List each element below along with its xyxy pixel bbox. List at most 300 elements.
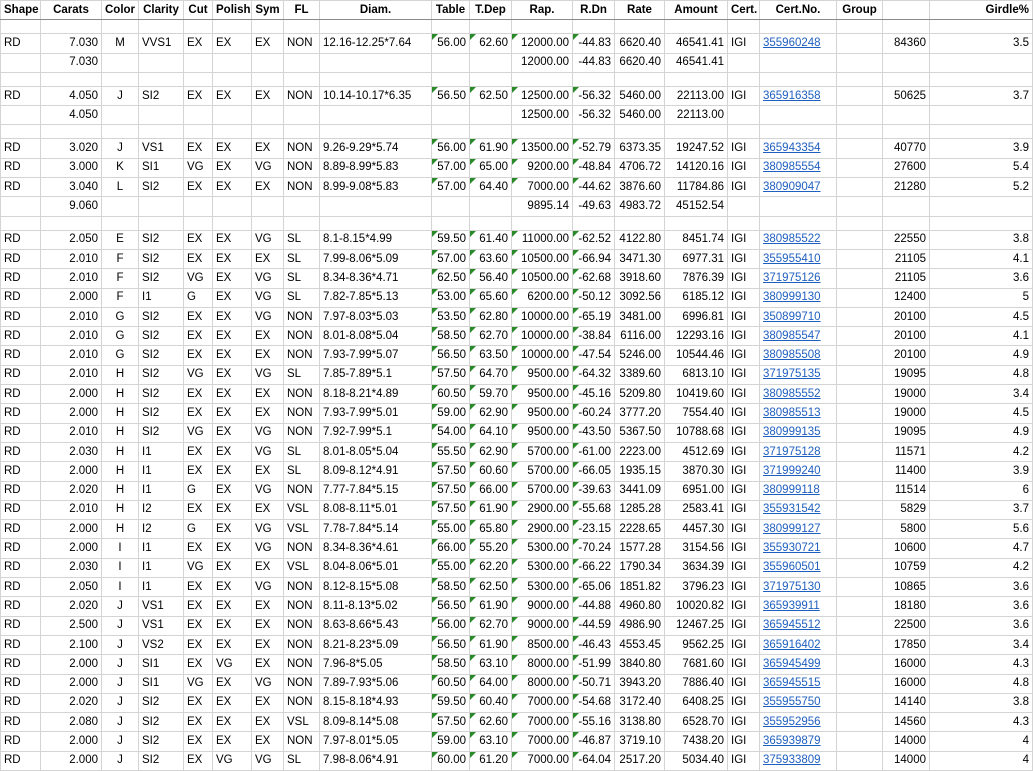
cell-carats[interactable]: 2.020 [41,597,102,616]
cell-certno[interactable]: 380999118 [760,481,837,500]
cell-cut[interactable]: EX [184,500,213,519]
cell-polish[interactable]: EX [213,693,252,712]
cell-shape[interactable]: RD [1,558,41,577]
cell-fl[interactable]: NON [284,346,320,365]
cell-cert[interactable]: IGI [728,713,760,732]
cell-certno[interactable] [760,125,837,139]
cell-shape[interactable] [1,216,41,230]
cell-rate[interactable]: 1577.28 [615,539,665,558]
cell-polish[interactable]: EX [213,462,252,481]
cell-shape[interactable]: RD [1,674,41,693]
cell-certno[interactable]: 380985513 [760,404,837,423]
cell-table[interactable]: 53.00 [432,288,470,307]
cell-cert[interactable]: IGI [728,385,760,404]
cell-shape[interactable]: RD [1,597,41,616]
cell-carats[interactable]: 4.050 [41,106,102,125]
cell-cert[interactable]: IGI [728,693,760,712]
cell-cut[interactable]: G [184,288,213,307]
cell-carats[interactable]: 2.020 [41,481,102,500]
cell-fl[interactable]: SL [284,462,320,481]
cell-amount[interactable]: 7886.40 [665,674,728,693]
column-header-girdle[interactable]: Girdle% [930,1,1033,20]
cell-clarity[interactable]: I1 [139,481,184,500]
cell-color[interactable]: F [102,269,139,288]
cell-tdep[interactable]: 65.00 [470,158,512,177]
cell-group[interactable] [837,139,883,158]
cell-clarity[interactable]: SI2 [139,693,184,712]
cell-girdle[interactable]: 3.5 [930,34,1033,53]
cell-girdle[interactable]: 3.8 [930,693,1033,712]
cell-diam[interactable]: 9.26-9.29*5.74 [320,139,432,158]
cell-cut[interactable]: EX [184,539,213,558]
cell-num[interactable]: 11514 [883,481,930,500]
cell-tdep[interactable] [470,125,512,139]
cell-rap[interactable]: 11000.00 [512,230,573,249]
cell-cut[interactable]: EX [184,462,213,481]
cell-carats[interactable]: 2.010 [41,500,102,519]
cell-amount[interactable]: 46541.41 [665,53,728,72]
cell-sym[interactable]: EX [252,139,284,158]
cell-sym[interactable] [252,216,284,230]
cell-certno[interactable]: 371975126 [760,269,837,288]
cell-color[interactable]: J [102,751,139,770]
cell-sym[interactable]: EX [252,655,284,674]
cell-amount[interactable]: 6813.10 [665,365,728,384]
cell-rap[interactable]: 7000.00 [512,178,573,197]
cell-rdn[interactable]: -46.43 [573,635,615,654]
cell-clarity[interactable]: SI2 [139,713,184,732]
cell-carats[interactable]: 2.080 [41,713,102,732]
cell-num[interactable] [883,216,930,230]
cell-fl[interactable]: VSL [284,713,320,732]
cell-num[interactable]: 14000 [883,751,930,770]
cell-clarity[interactable]: VS1 [139,616,184,635]
cell-amount[interactable]: 19247.52 [665,139,728,158]
cell-tdep[interactable]: 62.80 [470,307,512,326]
cell-rap[interactable]: 12000.00 [512,53,573,72]
cell-fl[interactable]: SL [284,365,320,384]
cell-table[interactable]: 56.00 [432,616,470,635]
cell-girdle[interactable] [930,197,1033,216]
cell-girdle[interactable]: 4.9 [930,346,1033,365]
cell-diam[interactable]: 8.1-8.15*4.99 [320,230,432,249]
cell-rate[interactable]: 2517.20 [615,751,665,770]
cell-rap[interactable]: 10500.00 [512,269,573,288]
cell-girdle[interactable]: 3.4 [930,385,1033,404]
cell-carats[interactable]: 2.000 [41,732,102,751]
cell-shape[interactable]: RD [1,230,41,249]
cell-cert[interactable] [728,125,760,139]
cell-fl[interactable]: NON [284,655,320,674]
cell-carats[interactable]: 2.030 [41,558,102,577]
cell-girdle[interactable]: 4.9 [930,423,1033,442]
cell-group[interactable] [837,197,883,216]
cell-amount[interactable]: 14120.16 [665,158,728,177]
cell-shape[interactable]: RD [1,288,41,307]
cell-num[interactable]: 10600 [883,539,930,558]
cell-diam[interactable]: 7.98-8.06*4.91 [320,751,432,770]
cell-shape[interactable]: RD [1,655,41,674]
cell-rap[interactable]: 9500.00 [512,365,573,384]
cell-rdn[interactable]: -64.04 [573,751,615,770]
cell-tdep[interactable]: 59.70 [470,385,512,404]
cell-clarity[interactable]: VS1 [139,597,184,616]
cell-cert[interactable] [728,53,760,72]
cell-rate[interactable] [615,125,665,139]
cell-clarity[interactable] [139,197,184,216]
cell-diam[interactable]: 10.14-10.17*6.35 [320,86,432,105]
cell-color[interactable]: H [102,365,139,384]
cell-clarity[interactable]: I1 [139,578,184,597]
cell-tdep[interactable]: 66.00 [470,481,512,500]
column-header-polish[interactable]: Polish [213,1,252,20]
cell-diam[interactable]: 8.89-8.99*5.83 [320,158,432,177]
cell-color[interactable] [102,216,139,230]
cell-sym[interactable]: VG [252,481,284,500]
cell-girdle[interactable]: 3.7 [930,500,1033,519]
cell-group[interactable] [837,158,883,177]
cell-table[interactable]: 60.50 [432,674,470,693]
cell-color[interactable]: J [102,674,139,693]
cell-carats[interactable]: 9.060 [41,197,102,216]
cell-amount[interactable]: 6528.70 [665,713,728,732]
cell-tdep[interactable]: 61.40 [470,230,512,249]
cell-shape[interactable]: RD [1,578,41,597]
cell-table[interactable]: 60.50 [432,385,470,404]
cell-fl[interactable]: NON [284,178,320,197]
cell-cert[interactable]: IGI [728,86,760,105]
cell-fl[interactable]: SL [284,230,320,249]
cell-color[interactable] [102,197,139,216]
cell-num[interactable]: 22500 [883,616,930,635]
cell-polish[interactable]: EX [213,230,252,249]
cell-rdn[interactable]: -45.16 [573,385,615,404]
cell-girdle[interactable]: 4.1 [930,249,1033,268]
cell-certno[interactable]: 365945512 [760,616,837,635]
cell-table[interactable]: 56.50 [432,597,470,616]
cell-rap[interactable]: 5300.00 [512,539,573,558]
cell-cert[interactable]: IGI [728,732,760,751]
cell-polish[interactable]: EX [213,269,252,288]
cell-cert[interactable]: IGI [728,404,760,423]
cell-cert[interactable]: IGI [728,34,760,53]
cell-color[interactable]: G [102,346,139,365]
cell-certno[interactable]: 371975130 [760,578,837,597]
cell-carats[interactable]: 2.000 [41,462,102,481]
cell-polish[interactable]: EX [213,404,252,423]
cell-rdn[interactable]: -64.32 [573,365,615,384]
cell-shape[interactable]: RD [1,520,41,539]
cell-fl[interactable]: VSL [284,500,320,519]
column-header-diam[interactable]: Diam. [320,1,432,20]
cell-num[interactable]: 22550 [883,230,930,249]
cell-rap[interactable]: 9500.00 [512,404,573,423]
cell-polish[interactable]: VG [213,655,252,674]
cell-fl[interactable]: NON [284,385,320,404]
cell-cert[interactable]: IGI [728,462,760,481]
cell-polish[interactable]: EX [213,178,252,197]
cell-shape[interactable] [1,197,41,216]
cell-carats[interactable]: 2.000 [41,751,102,770]
cell-amount[interactable]: 10020.82 [665,597,728,616]
cell-tdep[interactable]: 56.40 [470,269,512,288]
column-header-num[interactable] [883,1,930,20]
cell-rap[interactable]: 5300.00 [512,558,573,577]
cell-girdle[interactable]: 3.6 [930,578,1033,597]
cell-group[interactable] [837,230,883,249]
cell-rdn[interactable]: -65.06 [573,578,615,597]
cell-cut[interactable] [184,72,213,86]
cell-carats[interactable]: 2.010 [41,346,102,365]
cell-polish[interactable]: EX [213,385,252,404]
cell-cert[interactable]: IGI [728,539,760,558]
cell-polish[interactable] [213,197,252,216]
cell-group[interactable] [837,674,883,693]
cell-table[interactable]: 58.50 [432,655,470,674]
cell-group[interactable] [837,53,883,72]
cell-fl[interactable]: SL [284,249,320,268]
cell-carats[interactable]: 2.050 [41,230,102,249]
cell-amount[interactable]: 22113.00 [665,106,728,125]
cell-color[interactable]: F [102,249,139,268]
cell-polish[interactable] [213,53,252,72]
cell-fl[interactable]: NON [284,139,320,158]
cell-sym[interactable]: VG [252,520,284,539]
cell-polish[interactable]: EX [213,288,252,307]
cell-cert[interactable] [728,20,760,34]
cell-amount[interactable]: 46541.41 [665,34,728,53]
cell-clarity[interactable]: I2 [139,520,184,539]
cell-certno[interactable]: 350899710 [760,307,837,326]
cell-rdn[interactable]: -62.52 [573,230,615,249]
cell-color[interactable] [102,53,139,72]
cell-amount[interactable]: 6977.31 [665,249,728,268]
cell-color[interactable]: J [102,616,139,635]
cell-color[interactable]: J [102,86,139,105]
cell-sym[interactable]: EX [252,86,284,105]
cell-num[interactable]: 11571 [883,442,930,461]
cell-rdn[interactable]: -38.84 [573,327,615,346]
cell-clarity[interactable] [139,20,184,34]
cell-amount[interactable]: 4457.30 [665,520,728,539]
cell-polish[interactable]: EX [213,34,252,53]
cell-shape[interactable]: RD [1,732,41,751]
cell-rap[interactable] [512,216,573,230]
cell-carats[interactable]: 2.000 [41,539,102,558]
cell-clarity[interactable] [139,125,184,139]
cell-rdn[interactable]: -55.68 [573,500,615,519]
cell-group[interactable] [837,307,883,326]
cell-group[interactable] [837,404,883,423]
cell-rate[interactable]: 4553.45 [615,635,665,654]
cell-rap[interactable]: 8000.00 [512,674,573,693]
cell-table[interactable]: 60.00 [432,751,470,770]
cell-polish[interactable]: EX [213,674,252,693]
cell-diam[interactable]: 7.78-7.84*5.14 [320,520,432,539]
cell-shape[interactable]: RD [1,139,41,158]
cell-rate[interactable]: 4706.72 [615,158,665,177]
cell-shape[interactable]: RD [1,365,41,384]
cell-diam[interactable]: 8.09-8.14*5.08 [320,713,432,732]
cell-clarity[interactable]: SI2 [139,230,184,249]
cell-table[interactable]: 56.00 [432,34,470,53]
cell-fl[interactable] [284,197,320,216]
cell-polish[interactable] [213,106,252,125]
cell-polish[interactable]: EX [213,139,252,158]
cell-polish[interactable]: EX [213,158,252,177]
cell-fl[interactable]: NON [284,34,320,53]
cell-cert[interactable]: IGI [728,655,760,674]
cell-fl[interactable]: NON [284,307,320,326]
cell-polish[interactable]: EX [213,616,252,635]
cell-rate[interactable]: 5209.80 [615,385,665,404]
cell-amount[interactable] [665,20,728,34]
cell-cut[interactable]: EX [184,230,213,249]
cell-fl[interactable]: SL [284,288,320,307]
cell-color[interactable] [102,106,139,125]
column-header-fl[interactable]: FL [284,1,320,20]
cell-polish[interactable]: EX [213,558,252,577]
cell-num[interactable]: 16000 [883,655,930,674]
cell-table[interactable] [432,216,470,230]
cell-color[interactable]: J [102,693,139,712]
cell-carats[interactable] [41,72,102,86]
cell-amount[interactable]: 3154.56 [665,539,728,558]
cell-num[interactable]: 19095 [883,365,930,384]
cell-cut[interactable]: G [184,520,213,539]
cell-clarity[interactable] [139,53,184,72]
column-header-color[interactable]: Color [102,1,139,20]
cell-group[interactable] [837,20,883,34]
cell-fl[interactable] [284,216,320,230]
cell-polish[interactable]: EX [213,578,252,597]
cell-table[interactable]: 59.00 [432,732,470,751]
cell-tdep[interactable]: 65.80 [470,520,512,539]
cell-diam[interactable] [320,197,432,216]
cell-clarity[interactable]: I1 [139,442,184,461]
cell-cert[interactable]: IGI [728,249,760,268]
cell-amount[interactable]: 7876.39 [665,269,728,288]
cell-cut[interactable]: EX [184,34,213,53]
cell-rate[interactable]: 3092.56 [615,288,665,307]
cell-tdep[interactable] [470,197,512,216]
cell-shape[interactable]: RD [1,693,41,712]
cell-cut[interactable]: EX [184,635,213,654]
cell-amount[interactable]: 2583.41 [665,500,728,519]
cell-sym[interactable]: EX [252,178,284,197]
cell-shape[interactable]: RD [1,539,41,558]
cell-sym[interactable] [252,53,284,72]
cell-fl[interactable]: VSL [284,558,320,577]
cell-num[interactable]: 40770 [883,139,930,158]
cell-tdep[interactable]: 64.70 [470,365,512,384]
cell-rap[interactable]: 7000.00 [512,751,573,770]
cell-carats[interactable]: 2.010 [41,269,102,288]
cell-fl[interactable]: NON [284,732,320,751]
cell-clarity[interactable]: SI2 [139,346,184,365]
cell-tdep[interactable]: 62.90 [470,404,512,423]
cell-sym[interactable]: VG [252,423,284,442]
cell-polish[interactable]: EX [213,635,252,654]
cell-cert[interactable]: IGI [728,139,760,158]
cell-rap[interactable] [512,20,573,34]
cell-girdle[interactable]: 4.5 [930,404,1033,423]
cell-certno[interactable]: 365945499 [760,655,837,674]
cell-shape[interactable]: RD [1,462,41,481]
cell-rap[interactable]: 9000.00 [512,597,573,616]
cell-group[interactable] [837,288,883,307]
cell-table[interactable]: 57.50 [432,500,470,519]
cell-polish[interactable]: EX [213,86,252,105]
cell-num[interactable]: 12400 [883,288,930,307]
cell-shape[interactable]: RD [1,249,41,268]
cell-diam[interactable]: 8.01-8.05*5.04 [320,442,432,461]
cell-group[interactable] [837,539,883,558]
cell-amount[interactable]: 6408.25 [665,693,728,712]
cell-shape[interactable]: RD [1,500,41,519]
cell-tdep[interactable]: 62.60 [470,713,512,732]
cell-sym[interactable]: EX [252,327,284,346]
cell-group[interactable] [837,500,883,519]
cell-shape[interactable] [1,53,41,72]
cell-num[interactable]: 20100 [883,346,930,365]
cell-sym[interactable]: EX [252,616,284,635]
cell-carats[interactable]: 2.030 [41,442,102,461]
cell-sym[interactable]: VG [252,674,284,693]
cell-rate[interactable]: 6116.00 [615,327,665,346]
cell-sym[interactable]: EX [252,693,284,712]
cell-clarity[interactable]: I2 [139,500,184,519]
cell-rap[interactable]: 7000.00 [512,693,573,712]
cell-group[interactable] [837,365,883,384]
cell-fl[interactable] [284,72,320,86]
column-header-shape[interactable]: Shape [1,1,41,20]
cell-rap[interactable]: 5700.00 [512,462,573,481]
cell-rap[interactable]: 8000.00 [512,655,573,674]
cell-certno[interactable]: 365939911 [760,597,837,616]
cell-cut[interactable] [184,125,213,139]
cell-cut[interactable]: EX [184,346,213,365]
cell-girdle[interactable]: 3.4 [930,635,1033,654]
cell-num[interactable]: 10865 [883,578,930,597]
cell-diam[interactable]: 8.18-8.21*4.89 [320,385,432,404]
cell-rate[interactable]: 1935.15 [615,462,665,481]
cell-color[interactable] [102,125,139,139]
cell-group[interactable] [837,481,883,500]
cell-girdle[interactable]: 4.3 [930,713,1033,732]
cell-rate[interactable]: 1790.34 [615,558,665,577]
cell-sym[interactable]: EX [252,346,284,365]
cell-table[interactable]: 57.00 [432,249,470,268]
cell-cert[interactable] [728,216,760,230]
cell-rdn[interactable]: -39.63 [573,481,615,500]
cell-carats[interactable]: 2.010 [41,423,102,442]
cell-rap[interactable]: 5300.00 [512,578,573,597]
cell-num[interactable]: 11400 [883,462,930,481]
cell-girdle[interactable]: 3.7 [930,86,1033,105]
cell-diam[interactable] [320,216,432,230]
cell-carats[interactable]: 2.010 [41,249,102,268]
cell-rate[interactable]: 3777.20 [615,404,665,423]
cell-cert[interactable] [728,72,760,86]
cell-rate[interactable]: 3389.60 [615,365,665,384]
cell-diam[interactable]: 7.85-7.89*5.1 [320,365,432,384]
cell-clarity[interactable]: SI2 [139,327,184,346]
cell-tdep[interactable]: 63.10 [470,655,512,674]
cell-rap[interactable]: 13500.00 [512,139,573,158]
cell-polish[interactable]: VG [213,751,252,770]
cell-carats[interactable]: 2.000 [41,385,102,404]
